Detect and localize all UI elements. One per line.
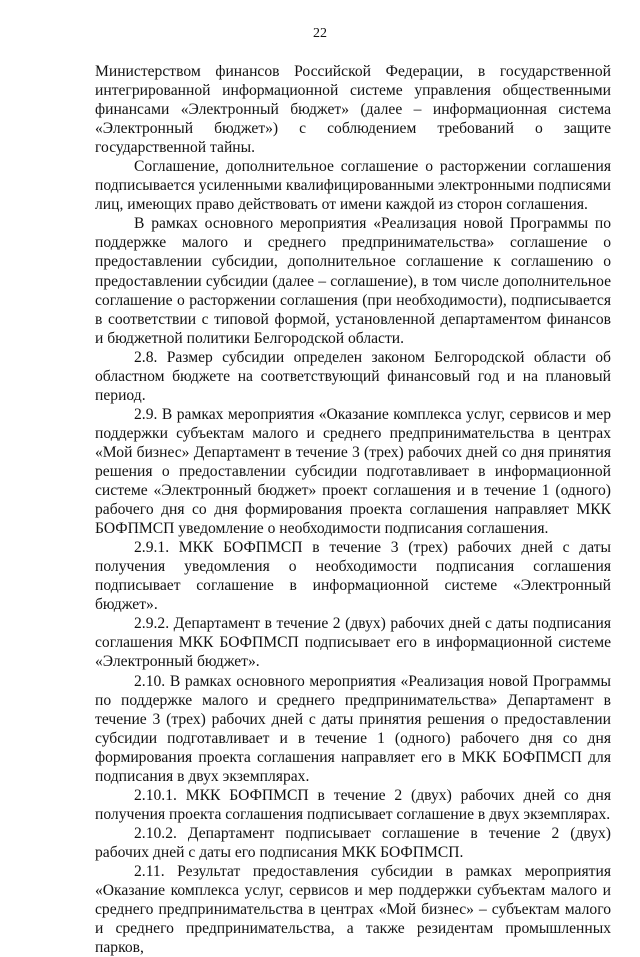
document-body — [95, 62, 611, 957]
paragraph: В рамках основного мероприятия «Реализация новой Программы по поддержке малого и среднего предпринимательства» соглашение о предоставлении субсидии, дополнительное соглашение к соглашению о предоставлении субсидии (далее – соглашение), в том числе дополнительное соглашение о расторжении соглашения (при необходимости), подписывается в соответствии с типовой формой, установленной департаментом финансов и бюджетной политики Белгородской области. — [95, 215, 611, 347]
paragraph: 2.10.1. МКК БОФПМСП в течение 2 (двух) рабочих дней со дня получения проекта соглашения подписывает соглашение в двух экземплярах. — [95, 786, 611, 823]
paragraph: Соглашение, дополнительное соглашение о расторжении соглашения подписывается усиленными квалифицированными электронными подписями лиц, имеющих право действовать от имени каждой из сторон соглашения. — [95, 158, 611, 214]
paragraph: 2.9. В рамках мероприятия «Оказание комплекса услуг, сервисов и мер поддержки субъектам малого и среднего предпринимательства в центрах «Мой бизнес» Департамент в течение 3 (трех) рабочих дней со дня принятия решения о предоставлении субсидии подготавливает в информационной системе «Электронный бюджет» проект соглашения и в течение 1 (одного) рабочего дня со дня формирования проекта соглашения направляет МКК БОФПМСП уведомление о необходимости подписания соглашения. — [95, 405, 611, 538]
page-number: 22 — [313, 26, 327, 41]
paragraph: 2.11. Результат предоставления субсидии в рамках мероприятия «Оказание комплекса услуг, сервисов и мер поддержки субъектам малого и среднего предпринимательства в центрах «Мой бизнес» – субъектам малого и среднего предпринимательства, а также резидентам промышленных парков, — [95, 862, 611, 957]
paragraph: 2.10. В рамках основного мероприятия «Реализация новой Программы по поддержке малого и среднего предпринимательства» Департамент в течение 3 (трех) рабочих дней с даты принятия решения о предоставлении субсидии подготавливает и в течение 1 (одного) рабочего дня со дня формирования проекта соглашения направляет его в МКК БОФПМСП для подписания в двух экземплярах. — [95, 672, 611, 785]
paragraph: 2.8. Размер субсидии определен законом Белгородской области об областном бюджете на соответствующий финансовый год и на плановый период. — [95, 348, 611, 404]
paragraph: 2.10.2. Департамент подписывает соглашение в течение 2 (двух) рабочих дней с даты его подписания МКК БОФПМСП. — [95, 824, 611, 861]
paragraph: 2.9.2. Департамент в течение 2 (двух) рабочих дней с даты подписания соглашения МКК БОФПМСП подписывает его в информационной системе «Электронный бюджет». — [95, 615, 611, 671]
paragraph: Министерством финансов Российской Федерации, в государственной интегрированной информационной системе управления общественными финансами «Электронный бюджет» (далее – информационная система «Электронный бюджет») с соблюдением требований о защите государственной тайны. — [95, 63, 611, 157]
paragraph: 2.9.1. МКК БОФПМСП в течение 3 (трех) рабочих дней с даты получения уведомления о необходимости подписания соглашения подписывает соглашение в информационной системе «Электронный бюджет». — [95, 539, 611, 614]
